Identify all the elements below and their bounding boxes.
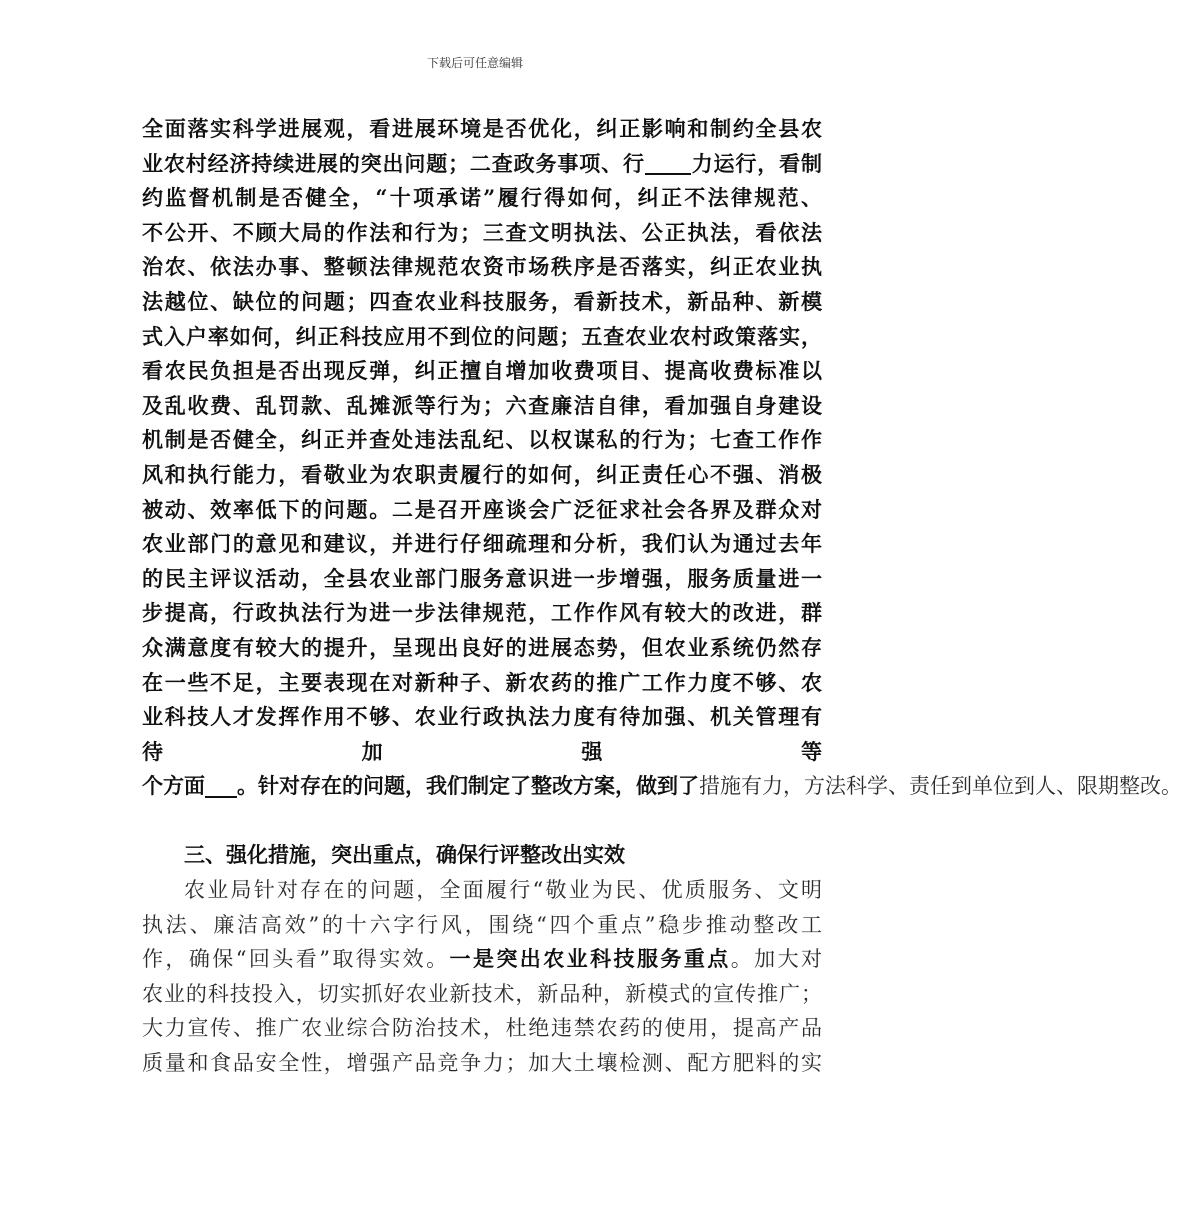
text-line [142, 147, 822, 182]
text-line: 农业的科技投入，切实抓好农业新技术，新品种，新模式的宣传推广； [142, 981, 822, 1006]
text-line: 众满意度有较大的提升，呈现出良好的进展态势，但农业系统仍然存 [142, 634, 822, 660]
text-fragment: 个方面 [142, 773, 205, 799]
text-line: 大力宣传、推广农业综合防治技术，杜绝违禁农药的使用，提高产品 [142, 1016, 822, 1041]
text-line: 治农、依法办事、整顿法律规范农资市场秩序是否落实，纠正农业执 [142, 254, 822, 280]
text-line: 执法、廉洁高效”的十六字行风，围绕“四个重点”稳步推动整改工 [142, 912, 822, 937]
text-line: 质量和食品安全性，增强产品竞争力；加大土壤检测、配方肥料的实 [142, 1051, 822, 1076]
document-body [142, 112, 1182, 1081]
text-fragment: 。针对存在的问题，我们制定了整改方案，做到了 [237, 773, 699, 799]
text-line: 风和执行能力，看敬业为农职责履行的如何，纠正责任心不强、消极 [142, 461, 822, 487]
text-fragment: 作，确保“回头看”取得实效。 [142, 947, 450, 972]
text-line: 机制是否健全，纠正并查处违法乱纪、以权谋私的行为；七查工作作 [142, 427, 822, 453]
text-line: 在一些不足，主要表现在对新种子、新农药的推广工作力度不够、农 [142, 669, 822, 695]
text-fragment: 业农村经济持续进展的突出问题；二查政务事项、行 [142, 150, 645, 176]
text-line [142, 804, 822, 839]
text-line: 看农民负担是否出现反弹，纠正擅自增加收费项目、提高收费标准以 [142, 358, 822, 384]
text-line: 待加强等 [142, 738, 822, 764]
section-heading: 三、强化措施，突出重点，确保行评整改出实效 [184, 842, 625, 868]
text-line: 全面落实科学进展观，看进展环境是否优化，纠正影响和制约全县农 [142, 116, 822, 141]
text-line: 农业局针对存在的问题，全面履行“敬业为民、优质服务、文明 [184, 878, 822, 903]
text-fragment: 力运行，看制 [690, 150, 823, 176]
text-fragment: 。加大对 [730, 947, 822, 972]
fill-blank [205, 773, 237, 798]
text-line: 式入户率如何，纠正科技应用不到位的问题；五查农业农村政策落实， [142, 323, 822, 349]
page-header: 下载后可任意编辑 [426, 56, 523, 70]
text-fragment: 一是突出农业科技服务重点 [449, 946, 731, 972]
text-line [142, 942, 822, 977]
text-line: 被动、效率低下的问题。二是召开座谈会广泛征求社会各界及群众对 [142, 496, 822, 522]
text-fragment: 措施有力，方法科学、责任到单位到人、限期整改。 [699, 774, 1182, 799]
text-line: 农业部门的意见和建议，并进行仔细疏理和分析，我们认为通过去年 [142, 531, 822, 557]
text-line: 业科技人才发挥作用不够、农业行政执法力度有待加强、机关管理有 [142, 704, 822, 730]
text-line: 及乱收费、乱罚款、乱摊派等行为；六查廉洁自律，看加强自身建设 [142, 392, 822, 418]
text-line: 约监督机制是否健全，“十项承诺”履行得如何，纠正不法律规范、 [142, 185, 822, 211]
fill-blank [645, 150, 691, 175]
text-line [142, 769, 1182, 804]
text-line: 的民主评议活动，全县农业部门服务意识进一步增强，服务质量进一 [142, 565, 822, 591]
text-line: 步提高，行政执法行为进一步法律规范，工作作风有较大的改进，群 [142, 600, 822, 626]
text-line: 法越位、缺位的问题；四查农业科技服务，看新技术，新品种、新模 [142, 288, 822, 314]
text-line: 不公开、不顾大局的作法和行为；三查文明执法、公正执法，看依法 [142, 219, 822, 245]
